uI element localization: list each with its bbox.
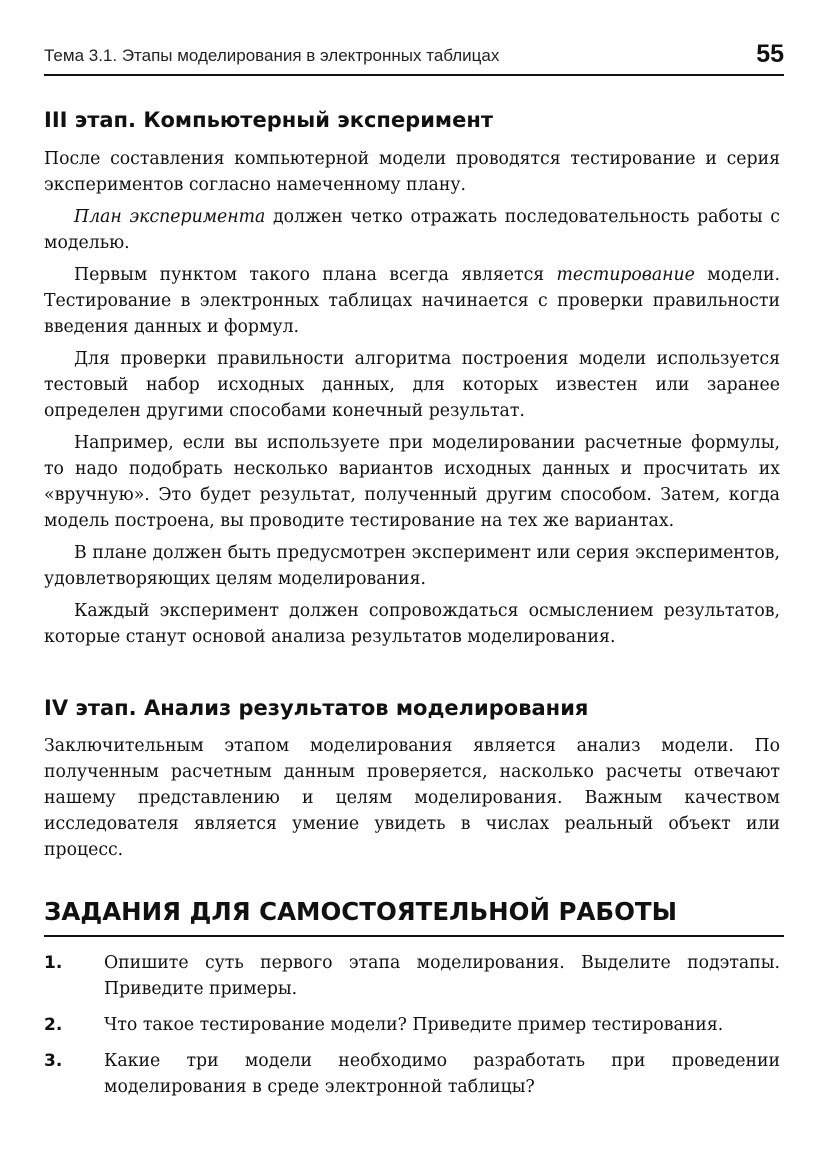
paragraph — [44, 262, 780, 340]
italic-term: План эксперимента — [74, 207, 266, 227]
task-text: Какие три модели необходимо разработать при проведении моделирования в среде электронной таблицы? — [104, 1051, 780, 1097]
paragraph — [44, 204, 780, 256]
italic-term: тестирование — [556, 265, 695, 285]
task-item — [44, 1012, 784, 1038]
paragraph — [44, 346, 780, 424]
paragraph-text: После составления компьютерной модели проводятся тестирование и серия экспериментов согласно намеченному плану. — [44, 149, 780, 195]
running-head-title: Тема 3.1. Этапы моделирования в электронных таблицах — [44, 46, 500, 65]
paragraph-text: должен четко отражать последовательность работы с моделью. — [44, 207, 780, 253]
paragraph-text: модели. Тестирование в электронных таблицах начинается с проверки правильности введения данных и формул. — [44, 265, 780, 337]
section-4-body — [44, 733, 780, 869]
paragraph-text: Первым пунктом такого плана всегда является — [74, 265, 557, 285]
page-number: 55 — [756, 40, 784, 68]
section-heading-stage-4: IV этап. Анализ результатов моделирования — [44, 696, 589, 720]
paragraph-text: Для проверки правильности алгоритма построения модели используется тестовый набор исходных данных, для которых известен или заранее определен другими способами конечный результат. — [44, 349, 780, 421]
running-head — [44, 40, 784, 76]
task-item — [44, 950, 784, 1002]
tasks-heading-text: ЗАДАНИЯ ДЛЯ САМОСТОЯТЕЛЬНОЙ РАБОТЫ — [44, 897, 678, 926]
section-heading-stage-3: III этап. Компьютерный эксперимент — [44, 108, 494, 132]
task-number: 2. — [44, 1015, 63, 1035]
paragraph — [44, 733, 780, 863]
task-number: 1. — [44, 953, 63, 973]
paragraph — [44, 598, 780, 650]
paragraph — [44, 540, 780, 592]
paragraph-text: Заключительным этапом моделирования является анализ модели. По полученным расчетным данным проверяется, насколько расчеты отвечают нашему представлению и целям моделирования. Важным качеством исследователя является умение увидеть в числах реальный объект или процесс. — [44, 736, 780, 860]
task-text: Что такое тестирование модели? Приведите пример тестирования. — [104, 1015, 724, 1035]
paragraph — [44, 430, 780, 534]
tasks-heading — [44, 895, 784, 937]
task-text: Опишите суть первого этапа моделирования. Выделите подэтапы. Приведите примеры. — [104, 953, 780, 999]
paragraph-text: Каждый эксперимент должен сопровождаться осмыслением результатов, которые станут основой анализа результатов моделирования. — [44, 601, 780, 647]
paragraph-text: В плане должен быть предусмотрен эксперимент или серия экспериментов, удовлетворяющих целям моделирования. — [44, 543, 780, 589]
paragraph-text: Например, если вы используете при моделировании расчетные формулы, то надо подобрать несколько вариантов исходных данных и просчитать их «вручную». Это будет результат, полученный другим способом. Затем, когда модель построена, вы проводите тестирование на тех же вариантах. — [44, 433, 780, 531]
task-item — [44, 1048, 784, 1100]
paragraph — [44, 146, 780, 198]
task-number: 3. — [44, 1051, 63, 1071]
section-3-body — [44, 146, 780, 656]
task-list — [44, 950, 784, 1110]
